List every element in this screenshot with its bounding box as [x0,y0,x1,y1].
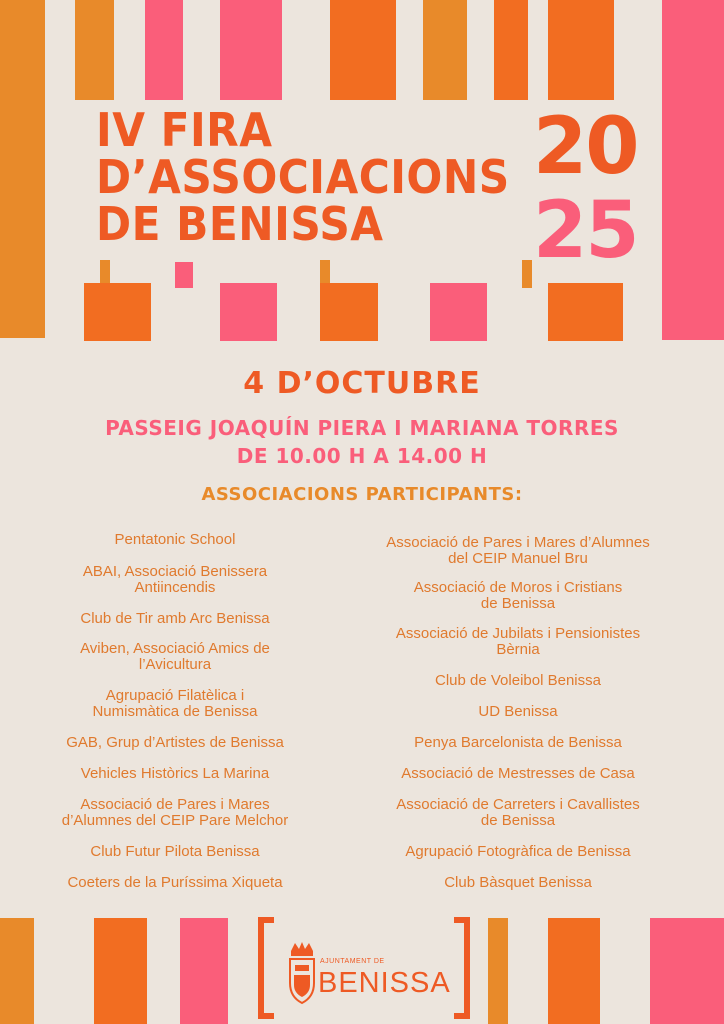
event-title [96,103,510,251]
title-line-2: D’ASSOCIACIONS [96,150,510,204]
stripe [650,918,724,1024]
stripe [0,0,45,338]
list-item: Aviben, Associació Amics de l’Avicultura [80,640,270,673]
stripe [662,0,724,340]
event-location-time [0,414,724,470]
stripe [220,283,277,341]
title-line-3: DE BENISSA [96,197,384,251]
list-item: UD Benissa [478,703,558,720]
list-item: Associació de Pares i Mares d’Alumnes del CEIP Manuel Bru [386,534,650,567]
list-item: Vehicles Històrics La Marina [80,765,270,782]
year-bottom: 25 [533,186,638,276]
list-item: Club de Voleibol Benissa [435,672,601,689]
stripe [423,0,467,100]
stripe [180,918,228,1024]
stripe [175,262,193,288]
stripe [94,918,147,1024]
bracket-right [454,917,470,1019]
stripe [145,0,183,100]
title-line-1: IV FIRA [96,103,273,157]
list-item: Club de Tir amb Arc Benissa [80,610,270,627]
stripe [494,0,528,100]
list-item: Associació de Moros i Cristians de Benissa [413,579,623,612]
bracket-left [258,917,274,1019]
stripe [75,0,114,100]
stripe [0,918,34,1024]
list-item: Club Bàsquet Benissa [444,874,592,891]
stripe [548,0,614,100]
year-top: 20 [533,102,638,192]
stripe [84,283,151,341]
event-date: 4 D’OCTUBRE [243,366,481,401]
stripe [430,283,487,341]
stripe [548,918,600,1024]
event-place: PASSEIG JOAQUÍN PIERA I MARIANA TORRES [105,416,619,440]
list-item: Associació de Carreters i Cavallistes de Benissa [396,796,640,829]
stripe [548,283,623,341]
list-item: GAB, Grup d’Artistes de Benissa [66,734,284,751]
list-item: Associació de Pares i Mares d’Alumnes del CEIP Pare Melchor [61,796,289,829]
list-item: Associació de Jubilats i Pensionistes Bèrnia [395,625,641,658]
stripe [488,918,508,1024]
stripe [220,0,282,100]
stripe [330,0,396,100]
event-time: DE 10.00 H A 14.00 H [236,444,488,468]
list-item: Agrupació Filatèlica i Numismàtica de Benissa [92,687,258,720]
list-item: Pentatonic School [114,531,236,548]
stripe [522,260,532,288]
ajuntament-logo [258,917,470,1019]
list-item: Club Futur Pilota Benissa [90,843,260,860]
list-item: Associació de Mestresses de Casa [401,765,635,782]
list-item: ABAI, Associació Benissera Antiincendis [82,563,268,596]
list-item: Coeters de la Puríssima Xiqueta [67,874,283,891]
list-item: Penya Barcelonista de Benissa [414,734,622,751]
stripe [320,283,378,341]
logo-name: BENISSA [318,967,451,999]
list-item: Agrupació Fotogràfica de Benissa [405,843,631,860]
participants-heading: ASSOCIACIONS PARTICIPANTS: [201,484,523,505]
benissa-crest-icon [286,941,318,1011]
logo-subtitle: AJUNTAMENT DE [320,958,385,965]
